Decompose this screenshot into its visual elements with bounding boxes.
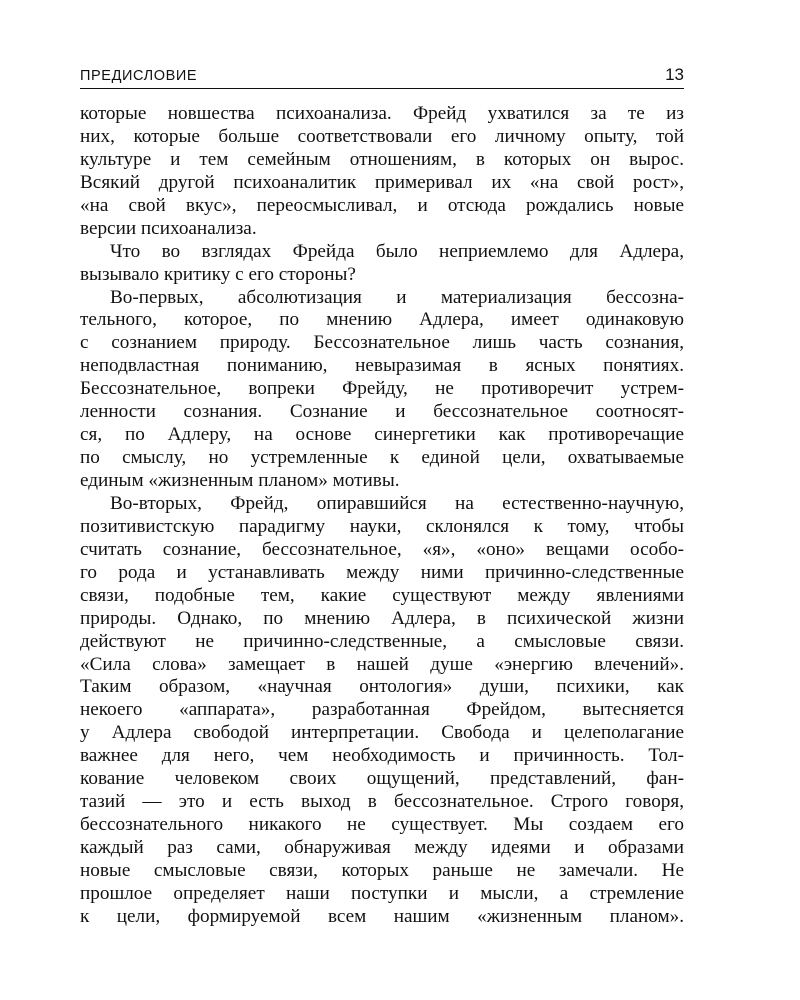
text-line: вызывало критику с его стороны? bbox=[80, 263, 356, 285]
text-line: неподвластная пониманию, невыразимая в ясных понятиях. bbox=[80, 355, 684, 377]
text-line: прошлое определяет наши поступки и мысли, а стремление bbox=[80, 882, 684, 904]
body-text bbox=[80, 103, 684, 929]
book-page bbox=[80, 62, 684, 929]
text-line: позитивистскую парадигму науки, склонялся к тому, чтобы bbox=[80, 515, 684, 537]
text-line: ленности сознания. Сознание и бессознательное соотносят- bbox=[80, 401, 684, 423]
text-line: Во-вторых, Фрейд, опиравшийся на естественно-научную, bbox=[110, 492, 684, 514]
text-line: «Сила слова» замещает в нашей душе «энергию влечений». bbox=[80, 653, 684, 675]
text-line: бессознательного никакого не существует. Мы создаем его bbox=[80, 814, 684, 836]
text-line: го рода и устанавливать между ними причинно-следственные bbox=[80, 561, 684, 583]
text-line: с сознанием природу. Бессознательное лишь часть сознания, bbox=[80, 332, 684, 354]
text-line: единым «жизненным планом» мотивы. bbox=[80, 470, 400, 491]
text-line: связи, подобные тем, какие существуют между явлениями bbox=[80, 584, 684, 606]
section-title: ПРЕДИСЛОВИЕ bbox=[80, 68, 198, 84]
text-line: у Адлера свободой интерпретации. Свобода и целеполагание bbox=[80, 722, 684, 744]
page-number: 13 bbox=[665, 65, 684, 84]
text-line: Во-первых, абсолютизация и материализация бессозна- bbox=[110, 286, 684, 308]
text-line: культуре и тем семейным отношениям, в которых он вырос. bbox=[80, 148, 684, 170]
text-line: ся, по Адлеру, на основе синергетики как противоречащие bbox=[80, 424, 684, 446]
text-line: Всякий другой психоаналитик примеривал их «на свой рост», bbox=[80, 171, 684, 193]
text-line: действуют не причинно-следственные, а смысловые связи. bbox=[80, 630, 684, 652]
text-line: тазий — это и есть выход в бессознательное. Строго говоря, bbox=[80, 791, 684, 813]
text-line: которые новшества психоанализа. Фрейд ухватился за те из bbox=[80, 103, 684, 124]
text-line: считать сознание, бессознательное, «я», «оно» вещами особо- bbox=[80, 538, 684, 560]
text-line: каждый раз сами, обнаруживая между идеями и образами bbox=[80, 837, 684, 858]
text-line: природы. Однако, по мнению Адлера, в психической жизни bbox=[80, 607, 684, 629]
text-line: важнее для него, чем необходимость и причинность. Тол- bbox=[80, 745, 684, 767]
text-line: тельного, которое, по мнению Адлера, имеет одинаковую bbox=[80, 309, 684, 331]
text-line: кование человеком своих ощущений, представлений, фан- bbox=[80, 768, 684, 790]
running-header bbox=[80, 62, 684, 89]
text-line: к цели, формируемой всем нашим «жизненным планом». bbox=[80, 905, 684, 927]
text-line: версии психоанализа. bbox=[80, 217, 257, 239]
text-line: Бессознательное, вопреки Фрейду, не противоречит устрем- bbox=[80, 378, 684, 400]
text-line: них, которые больше соответствовали его личному опыту, той bbox=[80, 125, 684, 147]
text-line: «на свой вкус», переосмысливал, и отсюда рождались новые bbox=[80, 194, 684, 216]
text-line: Таким образом, «научная онтология» души, психики, как bbox=[80, 676, 684, 698]
text-line: некоего «аппарата», разработанная Фрейдом, вытесняется bbox=[80, 699, 684, 721]
text-line: новые смысловые связи, которых раньше не замечали. Не bbox=[80, 859, 684, 881]
text-line: Что во взглядах Фрейда было неприемлемо для Адлера, bbox=[110, 240, 684, 262]
text-line: по смыслу, но устремленные к единой цели, охватываемые bbox=[80, 447, 684, 469]
